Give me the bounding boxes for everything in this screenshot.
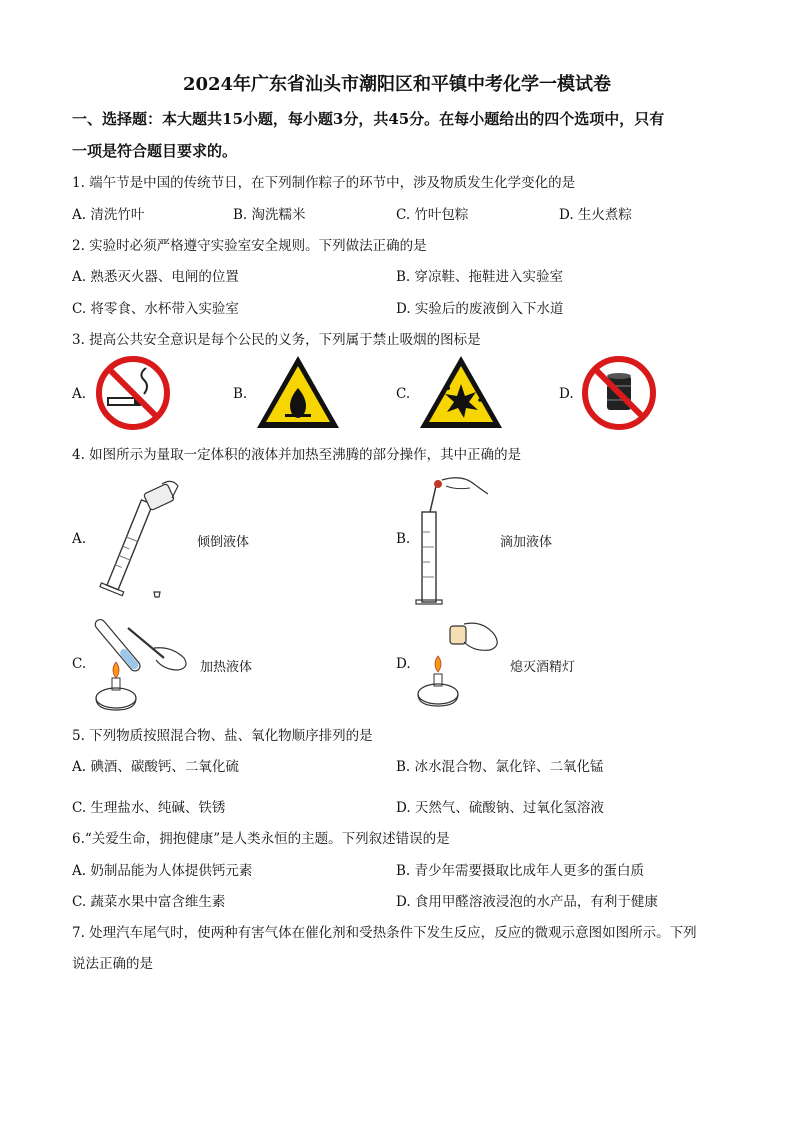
question-1-stem: 1. 端午节是中国的传统节日，在下列制作粽子的环节中，涉及物质发生化学变化的是 [72, 175, 576, 191]
question-4-caption-a: 倾倒液体 [197, 535, 250, 550]
explosive-warning-sign-icon [418, 354, 504, 430]
question-4-caption-d: 熄灭酒精灯 [510, 660, 576, 675]
question-1-option-c[interactable]: C. 竹叶包粽 [396, 207, 469, 223]
question-6-option-b[interactable]: B. 青少年需要摄取比成年人更多的蛋白质 [396, 863, 645, 879]
question-5-option-c[interactable]: C. 生理盐水、纯碱、铁锈 [72, 800, 226, 816]
question-3-option-a[interactable]: A. [72, 386, 87, 402]
question-5-option-a[interactable]: A. 碘酒、碳酸钙、二氧化硫 [72, 759, 239, 775]
question-6-option-a[interactable]: A. 奶制品能为人体提供钙元素 [72, 863, 253, 879]
heating-liquid-illustration-icon [88, 612, 198, 712]
dropper-liquid-illustration-icon [412, 472, 502, 606]
question-6-stem: 6.“关爱生命，拥抱健康”是人类永恒的主题。下列叙述错误的是 [72, 831, 450, 847]
question-4-option-a[interactable]: A. [72, 531, 87, 547]
pouring-liquid-illustration-icon [92, 480, 192, 600]
question-3-stem: 3. 提高公共安全意识是每个公民的义务，下列属于禁止吸烟的图标是 [72, 332, 481, 348]
question-1-option-d[interactable]: D. 生火煮粽 [559, 207, 632, 223]
question-5-stem: 5. 下列物质按照混合物、盐、氧化物顺序排列的是 [72, 728, 373, 744]
question-2-option-d[interactable]: D. 实验后的废液倒入下水道 [396, 301, 564, 317]
question-2-option-c[interactable]: C. 将零食、水杯带入实验室 [72, 301, 239, 317]
question-1-option-a[interactable]: A. 清洗竹叶 [72, 207, 145, 223]
question-7-stem-line1: 7. 处理汽车尾气时，使两种有害气体在催化剂和受热条件下发生反应，反应的微观示意图如图所示。下列 [72, 925, 697, 941]
question-6-option-d[interactable]: D. 食用甲醛溶液浸泡的水产品，有利于健康 [396, 894, 658, 910]
question-4-option-b[interactable]: B. [396, 531, 411, 547]
question-4-option-d[interactable]: D. [396, 656, 411, 672]
question-7-stem-line2: 说法正确的是 [72, 956, 153, 972]
question-3-option-d[interactable]: D. [559, 386, 574, 402]
question-2-option-a[interactable]: A. 熟悉灭火器、电闸的位置 [72, 269, 239, 285]
question-4-caption-c: 加热液体 [200, 660, 253, 675]
question-6-option-c[interactable]: C. 蔬菜水果中富含维生素 [72, 894, 226, 910]
section-header-line2: 一项是符合题目要求的。 [72, 142, 238, 160]
question-2-option-b[interactable]: B. 穿凉鞋、拖鞋进入实验室 [396, 269, 564, 285]
page-title: 2024年广东省汕头市潮阳区和平镇中考化学一模试卷 [182, 74, 612, 95]
question-1-option-b[interactable]: B. 淘洗糯米 [233, 207, 306, 223]
question-4-option-c[interactable]: C. [72, 656, 87, 672]
prohibited-barrel-sign-icon [580, 354, 658, 432]
question-5-option-b[interactable]: B. 冰水混合物、氯化锌、二氧化锰 [396, 759, 604, 775]
flammable-warning-sign-icon [255, 354, 341, 430]
extinguish-alcohol-lamp-illustration-icon [414, 618, 504, 710]
question-4-caption-b: 滴加液体 [500, 535, 553, 550]
question-2-stem: 2. 实验时必须严格遵守实验室安全规则。下列做法正确的是 [72, 238, 427, 254]
section-header-line1: 一、选择题：本大题共15小题，每小题3分，共45分。在每小题给出的四个选项中，只有 [72, 110, 665, 128]
question-3-option-c[interactable]: C. [396, 386, 411, 402]
no-smoking-sign-icon [94, 354, 172, 432]
question-5-option-d[interactable]: D. 天然气、硫酸钠、过氧化氢溶液 [396, 800, 604, 816]
question-3-option-b[interactable]: B. [233, 386, 248, 402]
question-4-stem: 4. 如图所示为量取一定体积的液体并加热至沸腾的部分操作，其中正确的是 [72, 447, 522, 463]
